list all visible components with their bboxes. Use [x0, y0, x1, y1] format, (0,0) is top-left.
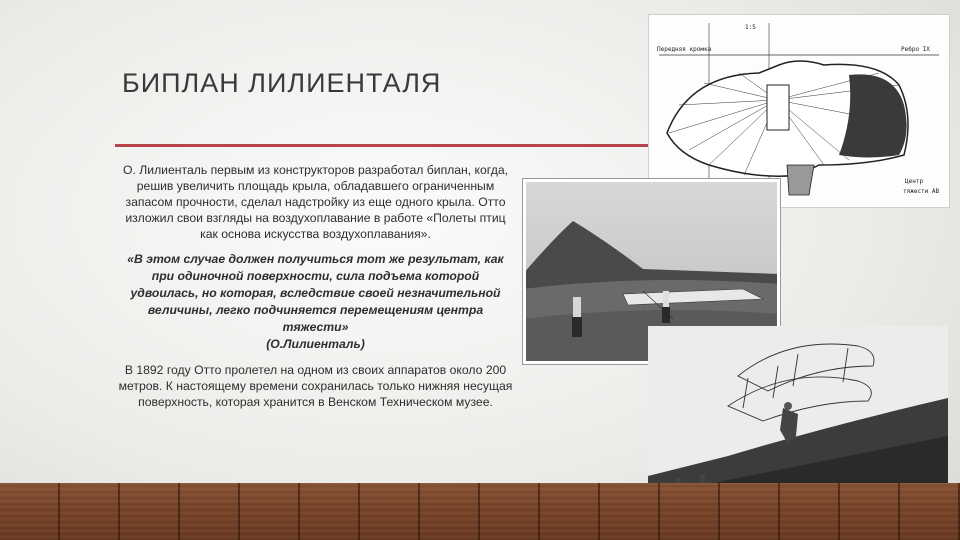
wooden-floor [0, 483, 960, 540]
diagram-label-gravity: тяжести АВ [903, 188, 940, 195]
diagram-label-center: Центр [905, 178, 924, 185]
paragraph-intro: О. Лилиенталь первым из конструкторов разработал биплан, когда, решив увеличить площадь крыла, обладавшего ограниченным запасом прочности, сделал надстройку из еще одного крыла. Отто изложил свои взгляды на воздухоплавание в работе «Полеты птиц как основа искусства воздухоплавания». [123, 163, 508, 241]
quote-text: «В этом случае должен получиться тот же результат, как при одиночной поверхности, сила подъема которой удвоилась, но которая, вследствие своей незначительной величины, легко подчиняется перемещениям центра тяжести» [127, 252, 504, 334]
diagram-label-front: Передняя кромка [657, 46, 712, 53]
diagram-label-scale: 1:5 [745, 24, 756, 31]
paragraph-history: В 1892 году Отто пролетел на одном из своих аппаратов около 200 метров. К настоящему времени сохранилась только нижняя несущая поверхность, которая хранится в Венском Техническом музее. [118, 363, 513, 409]
quote-block [118, 251, 513, 353]
quote-author: (О.Лилиенталь) [266, 337, 365, 351]
slide-title: БИПЛАН ЛИЛИЕНТАЛЯ [122, 68, 442, 98]
diagram-label-rib: Ребро IX [901, 46, 930, 53]
title-underline [115, 144, 650, 147]
body-text [118, 162, 513, 419]
